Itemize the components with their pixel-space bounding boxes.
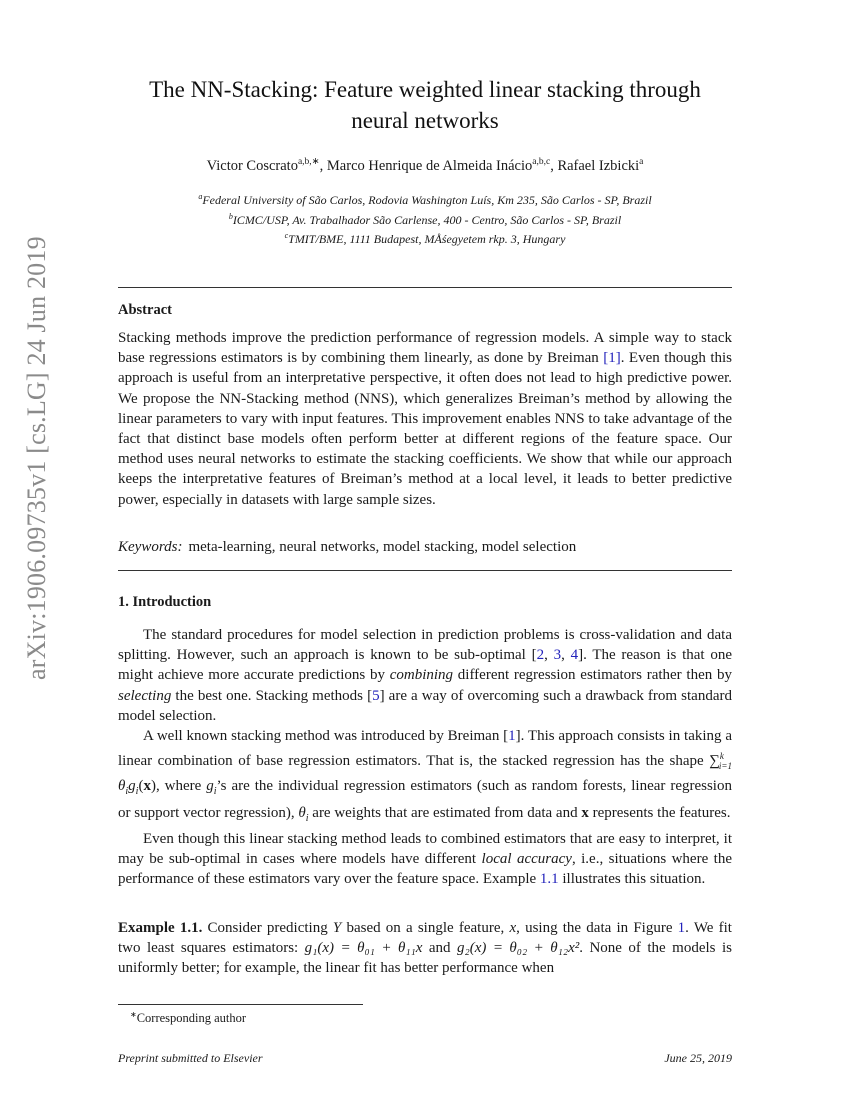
example-label: Example 1.1. <box>118 920 203 936</box>
abstract-text: Stacking methods improve the prediction performance of regression models. A simple way to stack base regressions estimators is by combining them linearly, as done by Breiman <box>118 330 732 367</box>
g-symbol: g <box>128 778 136 795</box>
example-paragraph <box>118 918 732 979</box>
intro-paragraph-2 <box>118 726 732 829</box>
keywords-label: Keywords: <box>118 539 183 555</box>
sum-upper: k <box>719 751 724 762</box>
intro-paragraph-1 <box>118 625 732 726</box>
citation-link[interactable]: 3 <box>553 647 562 664</box>
text-run: Even though this linear stacking method leads to combined estimators that are easy to interpret, it may be sub-optimal in cases where models have different <box>118 830 732 868</box>
text-run: , <box>561 647 571 664</box>
sum-symbol: ∑ <box>709 753 720 770</box>
example-link[interactable]: 1.1 <box>539 871 559 888</box>
arxiv-identifier: arXiv:1906.09735v1 [cs.LG] 24 Jun 2019 <box>22 236 51 680</box>
affiliation-mark: b <box>228 211 233 221</box>
text-run: the best one. Stacking methods [ <box>171 687 373 704</box>
text-run: are weights that are estimated from data and <box>308 804 582 821</box>
author-list: Victor Coscrato$^{a,b,∗}$, Marco Henrique de Almeida Inácio$^{a,b,c}$, Rafael Izbicki$^a$ <box>206 157 644 174</box>
text-run: ]. The reason is that one might achieve more accurate predictions by <box>118 647 732 684</box>
text-run: ] are a way of overcoming such a drawback from standard model selection. <box>118 687 732 724</box>
text-run: . We fit two least squares estimators: <box>118 920 732 957</box>
citation-link[interactable]: 1 <box>508 728 516 745</box>
affiliation-text: TMIT/BME, 1111 Budapest, MÅśegyetem rkp. 3, Hungary <box>288 232 566 246</box>
text-run: The standard procedures for model selection in prediction problems is cross-validation and data splitting. However, such an approach is known to be sub-optimal [ <box>118 627 732 664</box>
abstract-body <box>118 328 732 510</box>
paren: ( <box>138 778 144 795</box>
math-subscript: i <box>125 786 129 798</box>
text-run: represents the features. <box>588 804 731 821</box>
citation-link[interactable]: 2 <box>536 647 545 664</box>
abstract-heading: Abstract <box>118 302 172 318</box>
paper-title <box>100 74 750 136</box>
affiliation-mark: c <box>284 231 289 240</box>
footnote-rule <box>118 1004 363 1005</box>
footer-date: June 25, 2019 <box>664 1051 732 1065</box>
citation-link[interactable]: 4 <box>570 647 579 664</box>
text-run: based on a single feature, <box>341 920 510 936</box>
theta-symbol: θ <box>298 804 306 821</box>
abstract-paragraph <box>118 328 732 510</box>
sum-lower: i=1 <box>718 761 732 772</box>
x-vector: x <box>143 778 151 795</box>
text-run: ]. This approach consists in taking a linear combination of base regression estimators. That is, the stacked regression has the shape <box>118 728 732 770</box>
text-run: , <box>544 647 554 664</box>
equation-quadratic: g₂(x) = θ₀₂ + θ₁₂x² <box>457 940 580 957</box>
text-run: , where <box>155 778 207 795</box>
text-run: illustrates this situation. <box>558 871 706 888</box>
author-affil-mark: a,b,∗ <box>297 157 320 167</box>
emphasis: local accuracy <box>481 851 572 868</box>
emphasis: selecting <box>118 687 172 704</box>
example-block <box>118 918 732 979</box>
text-run: different regression estimators rather then by <box>453 667 732 684</box>
affiliation-text: Federal University of São Carlos, Rodovia Washington Luís, Km 235, São Carlos - SP, Brazil <box>202 193 652 207</box>
abstract-bottom-rule <box>118 570 732 571</box>
introduction-body <box>118 625 732 889</box>
abstract-text: . Even though this approach is useful from an interpretative perspective, it often does not lead to high predictive power. We propose the NN-Stacking method (NNS), which generalizes Breiman’s method by allowing the linear parameters to vary with input features. This improvement enables NNS to take advantage of the fact that distinct base models often perform better at different regions of the feature space. Our method uses neural networks to estimate the stacking coefficients. We show that while our approach keeps the interpretative features of Breiman’s method at a local level, it leads to better predictive power, especially in datasets with large sample sizes. <box>118 350 732 508</box>
figure-link[interactable]: 1 <box>677 920 686 936</box>
author-name: Victor Coscrato <box>206 157 298 174</box>
math-subscript: i <box>305 812 309 824</box>
emphasis: combining <box>389 667 454 684</box>
affiliation <box>100 189 750 209</box>
text-run: , i.e., situations where the performance of these estimators vary over the feature space. Example <box>118 851 732 888</box>
affiliation-text: ICMC/USP, Av. Trabalhador São Carlense, 400 - Centro, São Carlos - SP, Brazil <box>232 212 622 227</box>
math-var: Y <box>332 920 342 936</box>
text-run: ’s are the individual regression estimators (such as random forests, linear regression or support vector regression), <box>118 778 732 821</box>
title-line-2: neural networks <box>351 108 499 133</box>
author-affil-mark: a,b,c <box>532 157 551 167</box>
keywords-text: meta-learning, neural networks, model stacking, model selection <box>188 539 577 555</box>
text-run: , using the data in Figure <box>516 920 678 936</box>
footnote <box>130 1010 246 1026</box>
x-vector: x <box>581 804 589 821</box>
affiliation-mark: a <box>198 192 203 201</box>
affiliation-list <box>100 189 750 248</box>
author-name: Rafael Izbicki <box>557 157 640 174</box>
theta-symbol: θ <box>118 778 126 795</box>
section-heading: 1. Introduction <box>118 594 212 610</box>
text-run: Consider predicting <box>202 920 333 936</box>
math-subscript: i <box>213 786 217 798</box>
title-line-1: The NN-Stacking: Feature weighted linear stacking through <box>149 77 701 102</box>
citation-link[interactable]: 5 <box>372 687 380 704</box>
citation-link[interactable]: [1] <box>603 350 621 367</box>
abstract-top-rule <box>118 287 732 288</box>
g-symbol: g <box>206 778 214 795</box>
affiliation <box>100 209 750 229</box>
affiliation <box>100 228 750 248</box>
footer-journal: Preprint submitted to Elsevier <box>118 1051 263 1065</box>
math-subscript: i <box>135 786 139 798</box>
math-var: x <box>509 920 517 936</box>
keywords-line <box>118 539 576 556</box>
footnote-text: Corresponding author <box>136 1011 247 1026</box>
paren: ) <box>150 778 156 795</box>
equation-linear: g₁(x) = θ₀₁ + θ₁₁x <box>304 940 423 957</box>
text-run: and <box>422 940 457 957</box>
intro-paragraph-3 <box>118 829 732 890</box>
footnote-mark: ∗ <box>130 1010 137 1019</box>
author-name: Marco Henrique de Almeida Inácio <box>326 157 533 174</box>
text-run: A well known stacking method was introduced by Breiman [ <box>143 728 509 745</box>
text-run: . None of the models is uniformly better; for example, the linear fit has better performance when <box>118 940 732 977</box>
author-affil-mark: a <box>639 157 644 167</box>
